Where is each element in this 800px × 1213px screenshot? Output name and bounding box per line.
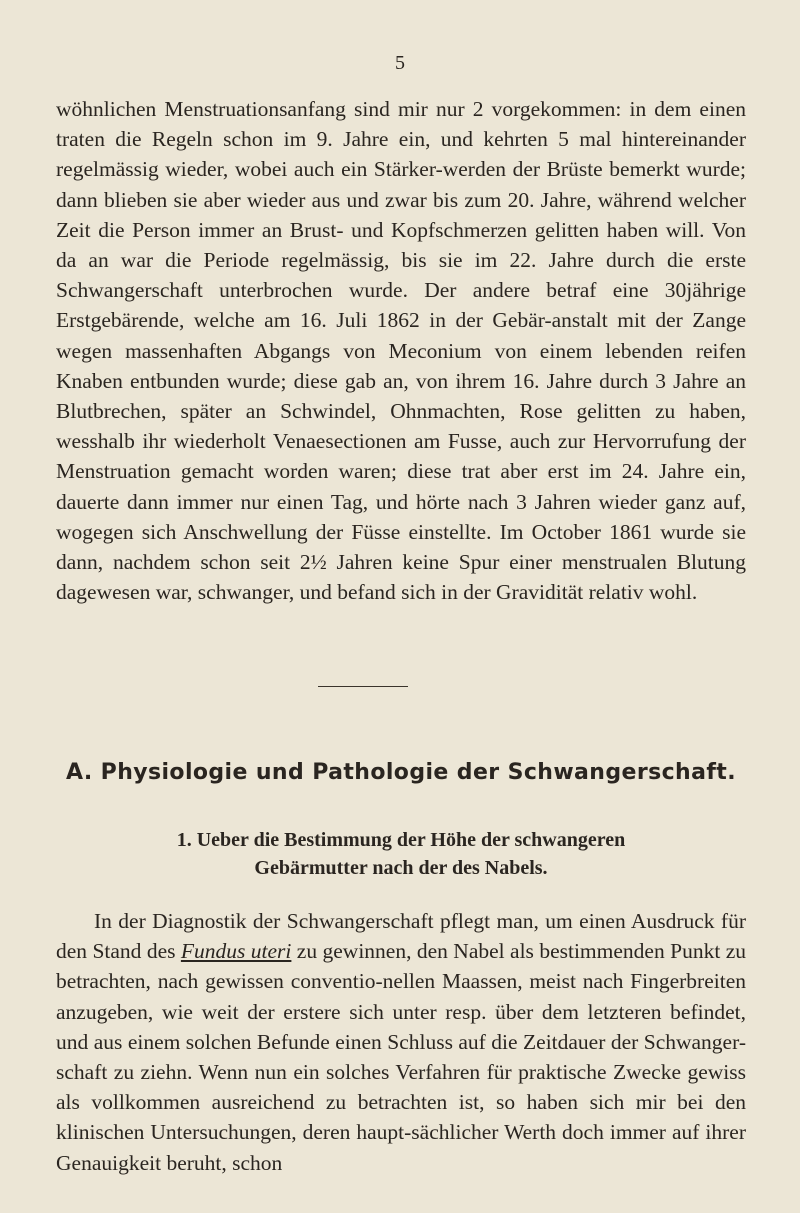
section-divider: [318, 686, 408, 687]
subsection-heading-line-1: 1. Ueber die Bestimmung der Höhe der schwangeren: [176, 829, 626, 851]
page-number: 5: [395, 52, 405, 74]
section-paragraph: [56, 906, 746, 1178]
italic-term: Fundus uteri: [180, 939, 292, 964]
section-heading: A. Physiologie und Pathologie der Schwangerschaft.: [66, 760, 736, 785]
subsection-heading-line-2: Gebärmutter nach der des Nabels.: [254, 857, 548, 879]
continuation-paragraph: wöhnlichen Menstruationsanfang sind mir nur 2 vorgekommen: in dem einen traten die Regeln schon im 9. Jahre ein, und kehrten 5 mal hintereinander regelmässig wieder, wobei auch ein Stärker-werden der Brüste bemerkt wurde; dann blieben sie aber wieder aus und zwar bis zum 20. Jahre, während welcher Zeit die Person immer an Brust- und Kopfschmerzen gelitten haben will. Von da an war die Periode regelmässig, bis sie im 22. Jahre durch die erste Schwangerschaft unterbrochen wurde. Der andere betraf eine 30jährige Erstgebärende, welche am 16. Juli 1862 in der Gebär-anstalt mit der Zange wegen massenhaften Abgangs von Meconium von einem lebenden reifen Knaben entbunden wurde; diese gab an, von ihrem 16. Jahre durch 3 Jahre an Blutbrechen, später an Schwindel, Ohnmachten, Rose gelitten zu haben, wesshalb ihr wiederholt Venaesectionen am Fusse, auch zur Hervorrufung der Menstruation gemacht worden waren; diese trat aber erst im 24. Jahre ein, dauerte dann immer nur einen Tag, und hörte nach 3 Jahren wieder ganz auf, wogegen sich Anschwellung der Füsse einstellte. Im October 1861 wurde sie dann, nachdem schon seit 2½ Jahren keine Spur einer menstrualen Blutung dagewesen war, schwanger, und befand sich in der Gravidität relativ wohl.: [56, 97, 746, 605]
paragraph-text-rest: zu gewinnen, den Nabel als bestimmenden Punkt zu betrachten, nach gewissen conventio-nellen Maassen, meist nach Fingerbreiten anzugeben, wie weit der erstere sich unter resp. über dem letzteren befindet, und aus einem solchen Befunde einen Schluss auf die Zeitdauer der Schwanger-schaft zu ziehn. Wenn nun ein solches Verfahren für praktische Zwecke gewiss als vollkommen ausreichend zu betrachten ist, so haben sich mir bei den klinischen Untersuchungen, deren haupt-sächlicher Werth doch immer auf ihrer Genauigkeit beruht, schon: [56, 939, 746, 1175]
subsection-heading: [56, 826, 746, 882]
paragraph-text-start: In der Diagnostik der Schwangerschaft pflegt man, um einen Ausdruck für den Stand des: [56, 909, 746, 964]
